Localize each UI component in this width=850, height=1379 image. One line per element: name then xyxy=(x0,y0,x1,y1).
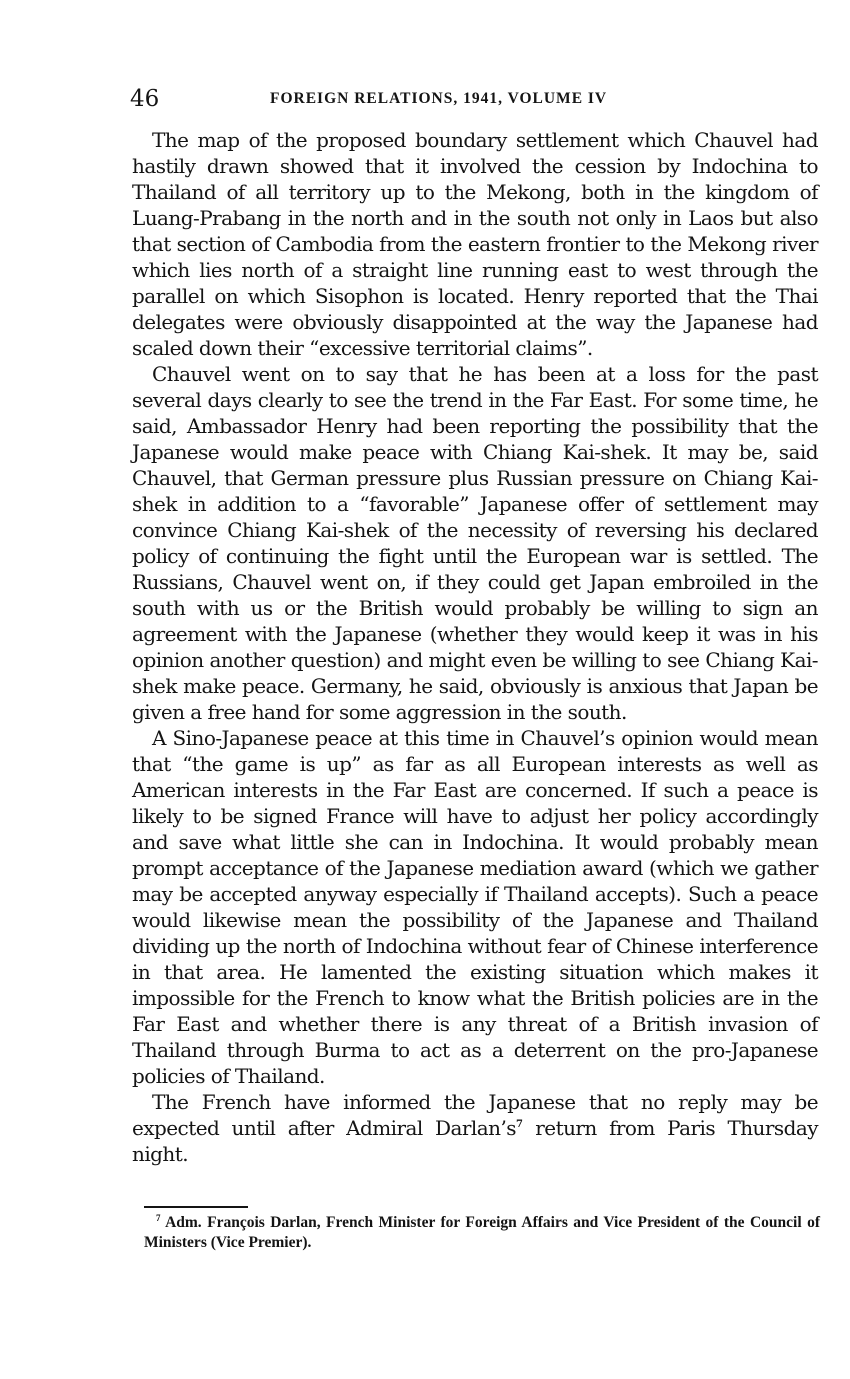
paragraph-4-text-end: return from Paris Thursday night. xyxy=(132,1116,818,1166)
body-text xyxy=(132,127,818,1167)
paragraph-1: The map of the proposed boundary settlement which Chauvel had hastily drawn showed that it involved the cession by Indochina to Thailand of all territory up to the Mekong, both in the kingdom of Luang-Prabang in the north and in the south not only in Laos but also that section of Cambodia from the eastern frontier to the Mekong river which lies north of a straight line running east to west through the parallel on which Sisophon is located. Henry reported that the Thai delegates were obviously disappointed at the way the Japanese had scaled down their “excessive territorial claims”. xyxy=(132,128,818,360)
footnote-mark: 7 xyxy=(156,1213,161,1223)
footnote-reference[interactable]: 7 xyxy=(515,1119,523,1130)
page-number: 46 xyxy=(130,86,160,112)
footnote-text: Adm. François Darlan, French Minister for Foreign Affairs and Vice President of the Council of Ministers (Vice Premier). xyxy=(144,1214,820,1251)
page-header xyxy=(130,84,820,114)
footnote xyxy=(144,1213,820,1253)
running-head: FOREIGN RELATIONS, 1941, VOLUME IV xyxy=(270,90,608,107)
footnote-divider xyxy=(144,1206,248,1208)
paragraph-3: A Sino-Japanese peace at this time in Chauvel’s opinion would mean that “the game is up” as far as all European interests as well as American interests in the Far East are concerned. If such a peace is likely to be signed France will have to adjust her policy accordingly and save what little she can in Indochina. It would probably mean prompt acceptance of the Japanese mediation award (which we gather may be accepted anyway especially if Thailand accepts). Such a peace would likewise mean the possibility of the Japanese and Thailand dividing up the north of Indochina without fear of Chinese interference in that area. He lamented the existing situation which makes it impossible for the French to know what the British policies are in the Far East and whether there is any threat of a British invasion of Thailand through Burma to act as a deterrent on the pro-Japanese policies of Thailand. xyxy=(132,726,818,1088)
paragraph-4-text-start: The French have informed the Japanese that no reply may be expected until after Admiral Darlan’s xyxy=(132,1090,818,1140)
paragraph-2: Chauvel went on to say that he has been at a loss for the past several days clearly to see the trend in the Far East. For some time, he said, Ambassador Henry had been reporting the possibility that the Japanese would make peace with Chiang Kai-shek. It may be, said Chauvel, that German pressure plus Russian pressure on Chiang Kai-shek in addition to a “favorable” Japanese offer of settlement may convince Chiang Kai-shek of the necessity of reversing his declared policy of continuing the fight until the European war is settled. The Russians, Chauvel went on, if they could get Japan embroiled in the south with us or the British would probably be willing to sign an agreement with the Japanese (whether they would keep it was in his opinion another question) and might even be willing to see Chiang Kai-shek make peace. Germany, he said, obviously is anxious that Japan be given a free hand for some aggression in the south. xyxy=(132,362,818,724)
paragraph-4 xyxy=(132,1089,818,1167)
